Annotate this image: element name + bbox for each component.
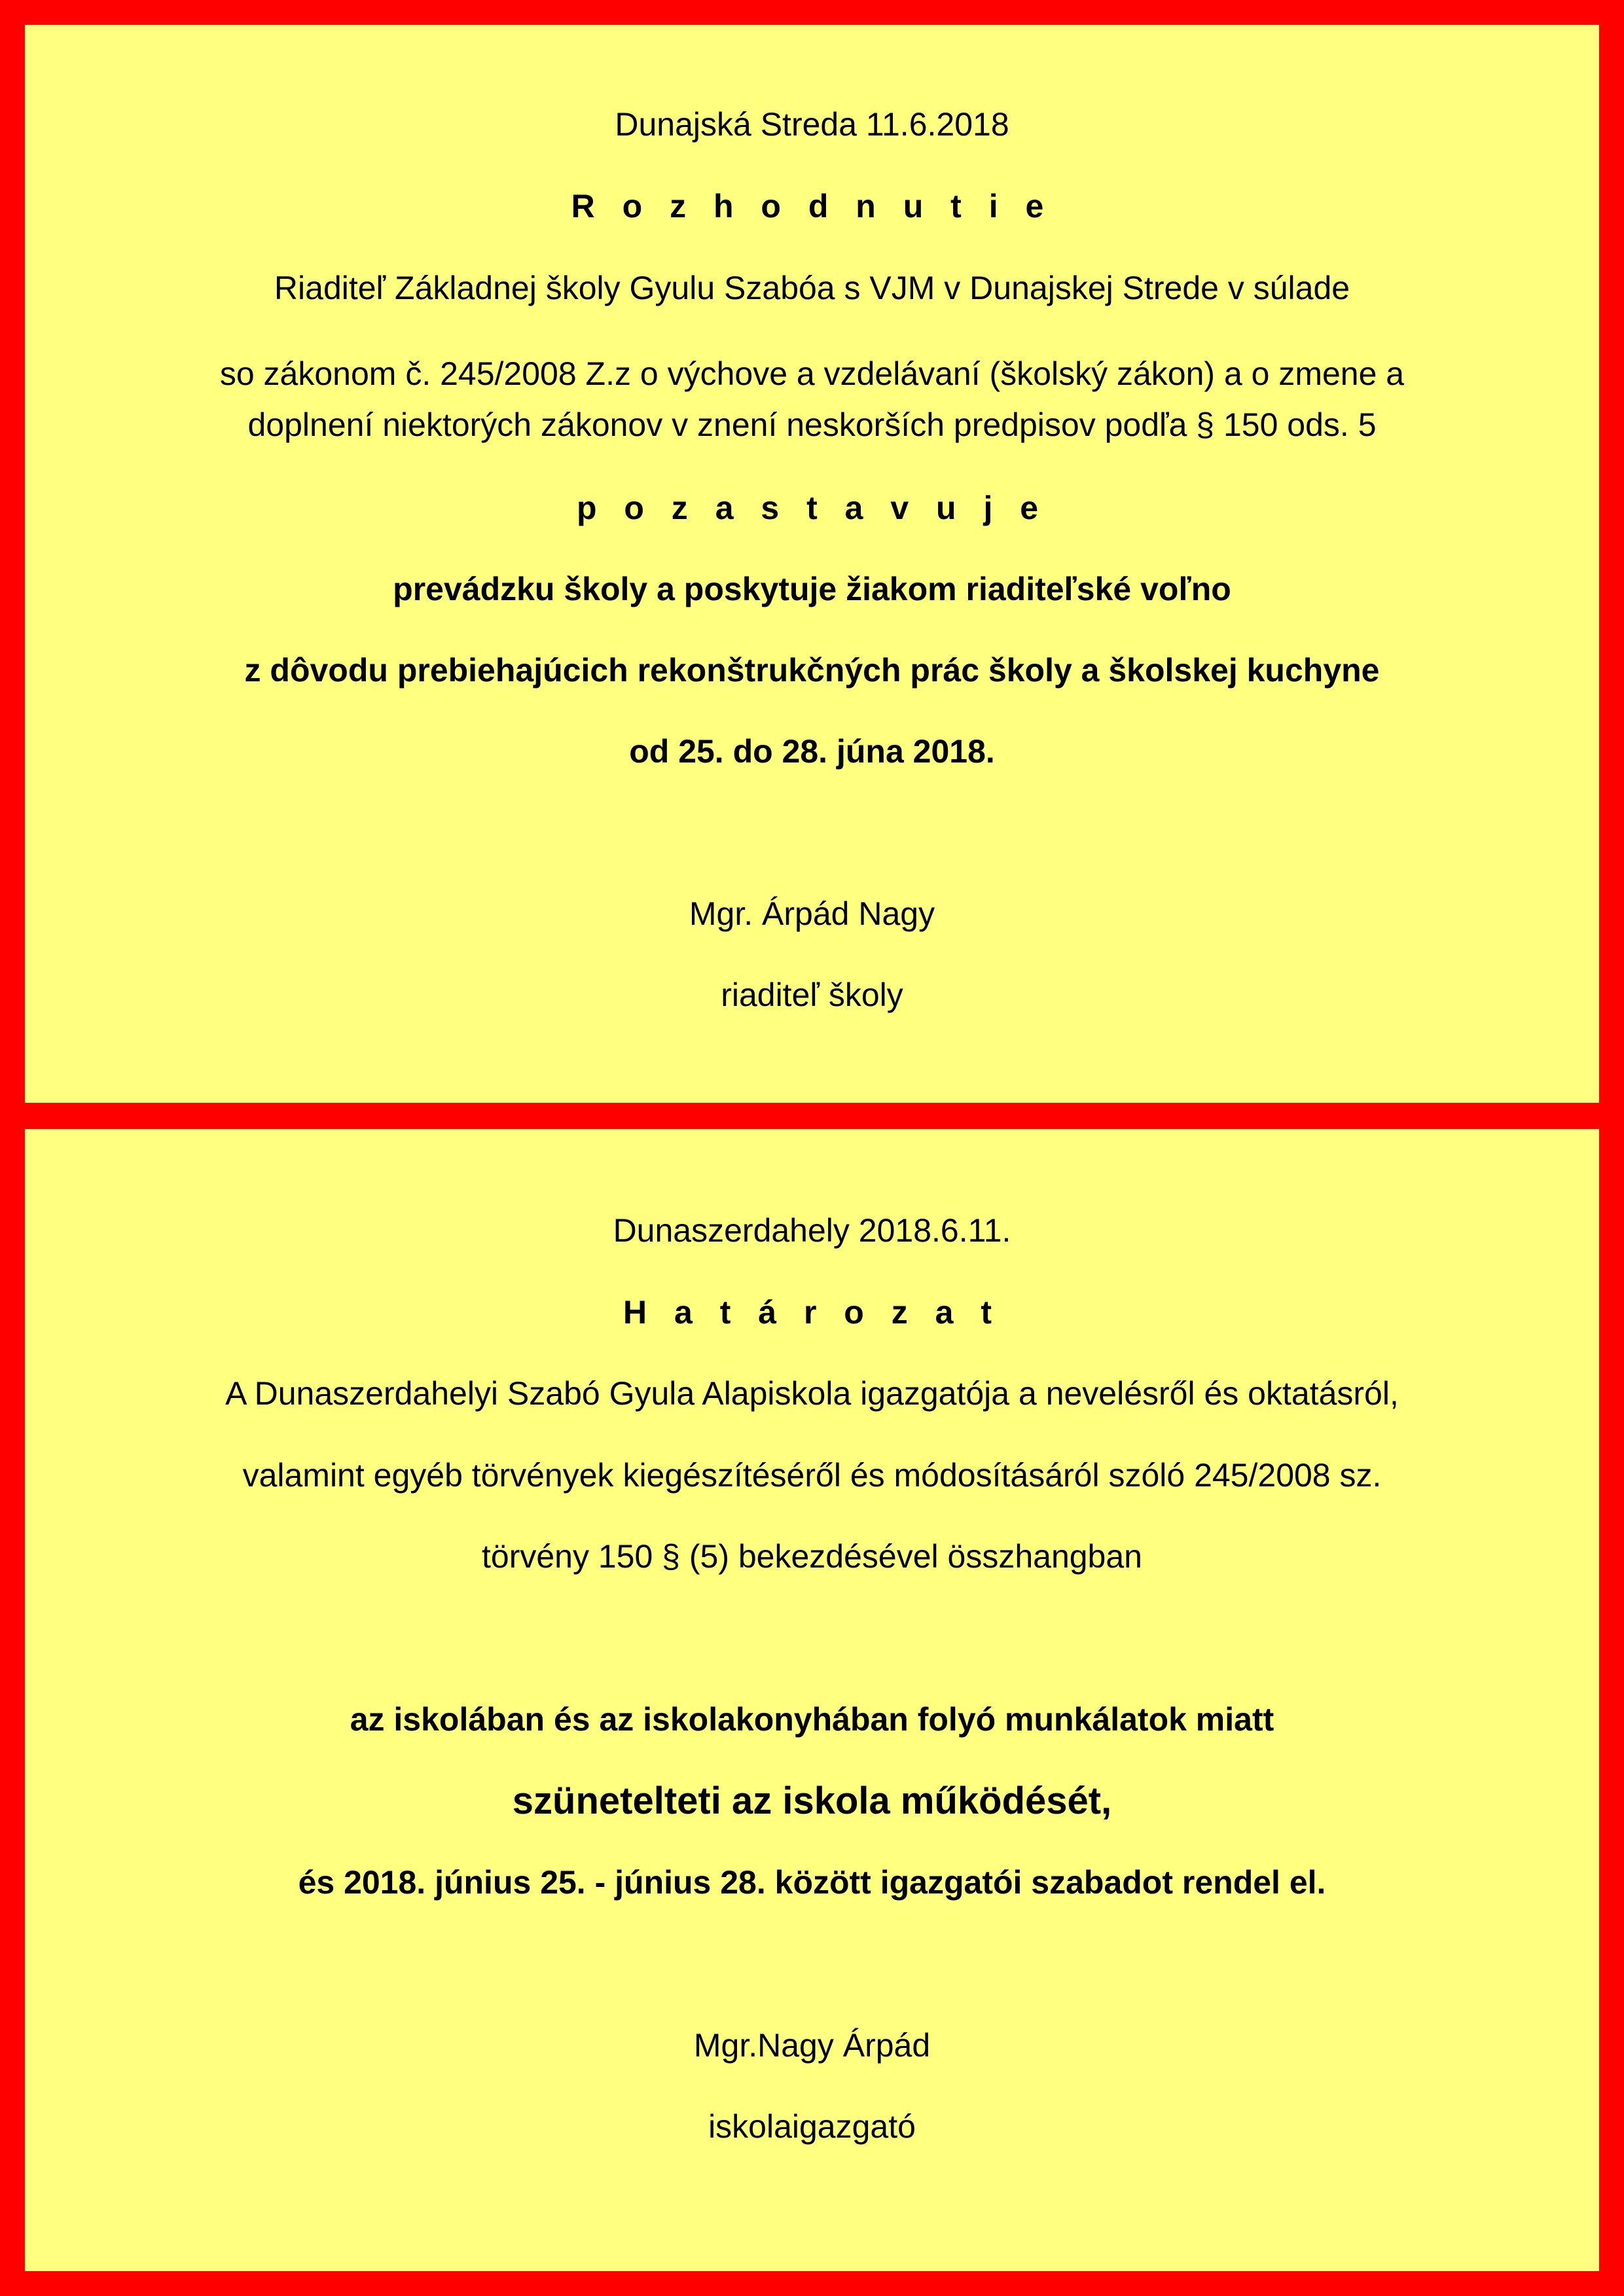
sk-intro-line-1: Riaditeľ Základnej školy Gyulu Szabóa s VJM v Dunajskej Strede v súlade [274, 270, 1350, 306]
hu-intro-line-1: A Dunaszerdahelyi Szabó Gyula Alapiskola igazgatója a nevelésről és oktatásról, [225, 1375, 1399, 1412]
hu-intro-line-3: törvény 150 § (5) bekezdésével összhangban [482, 1538, 1142, 1575]
hu-decision-main: szünetelteti az iskola működését, [512, 1780, 1112, 1822]
sk-decision-line-3: od 25. do 28. júna 2018. [629, 733, 995, 770]
hungarian-notice-panel [25, 1129, 1599, 2271]
hu-reason: az iskolában és az iskolakonyhában folyó munkálatok miatt [350, 1701, 1274, 1738]
hu-signer-name: Mgr.Nagy Árpád [693, 2027, 931, 2064]
sk-place-date: Dunajská Streda 11.6.2018 [615, 106, 1009, 143]
sk-intro-line-2: so zákonom č. 245/2008 Z.z o výchove a vzdelávaní (školský zákon) a o zmene a [219, 355, 1405, 392]
sk-signer-name: Mgr. Árpád Nagy [689, 895, 935, 932]
sk-signer-title: riaditeľ školy [721, 977, 903, 1013]
hu-intro-line-2: valamint egyéb törvények kiegészítéséről és módosításáról szóló 245/2008 sz. [242, 1457, 1382, 1494]
hu-place-date: Dunaszerdahely 2018.6.11. [613, 1212, 1011, 1249]
sk-intro-line-3: doplnení niektorých zákonov v znení neskorších predpisov podľa § 150 ods. 5 [247, 406, 1377, 443]
sk-verb: p o z a s t a v u j e [576, 490, 1048, 526]
sk-decision-line-1: prevádzku školy a poskytuje žiakom riaditeľské voľno [393, 571, 1231, 607]
sk-decision-line-2: z dôvodu prebiehajúcich rekonštrukčných prác školy a školskej kuchyne [244, 652, 1380, 689]
hu-heading: H a t á r o z a t [623, 1294, 1001, 1331]
slovak-notice-panel [25, 25, 1599, 1103]
hu-decision-line-2: és 2018. június 25. - június 28. között igazgatói szabadot rendel el. [298, 1864, 1326, 1901]
sk-heading: R o z h o d n u t i e [571, 188, 1053, 224]
hu-signer-title: iskolaigazgató [708, 2108, 916, 2145]
